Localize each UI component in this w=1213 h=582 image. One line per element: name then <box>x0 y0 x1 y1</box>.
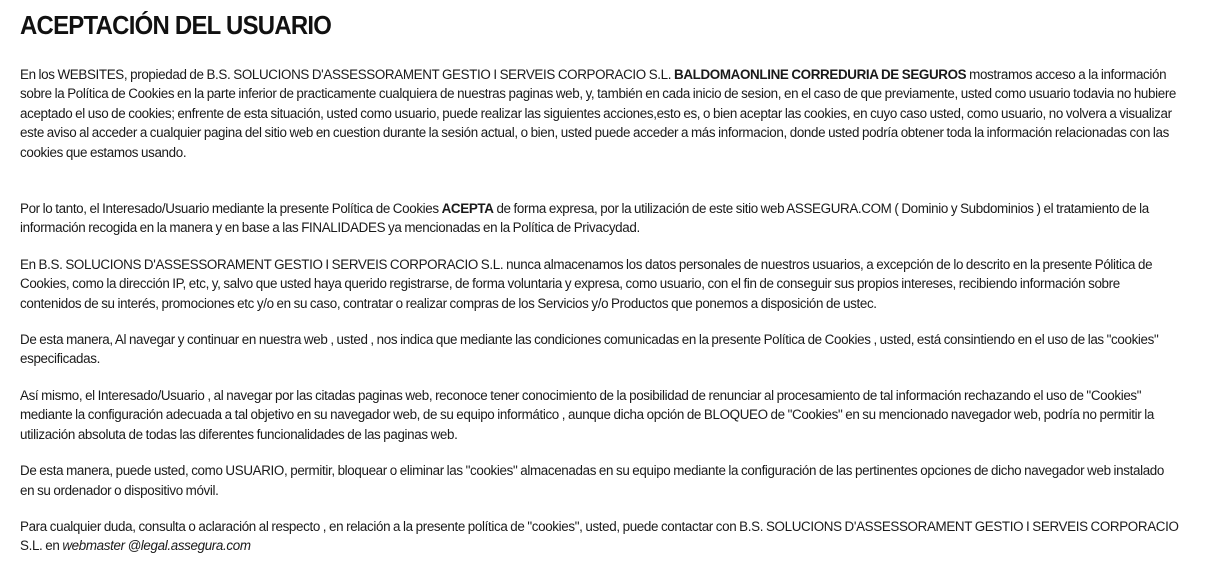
paragraph-contact <box>20 517 1180 556</box>
accept-keyword: ACEPTA <box>441 201 494 217</box>
paragraph-websites-cookie-notice <box>20 65 1180 162</box>
paragraph-text: mostramos acceso a la información sobre la Política de Cookies en la parte inferior de practicamente cualquiera de nuestras paginas web, y, también en cada inicio de sesion, en el caso de que previamente, usted como usuario todavia no hubiere aceptado el uso de cookies; enfrente de esta situación, usted como usuario, puede realizar las siguientes acciones,esto es, o bien aceptar las cookies, en cuyo caso usted, como usuario, no volvera a visualizar este aviso al acceder a cualquier pagina del sitio web en cuestion durante la sesión actual, o bien, usted puede acceder a más informacion, donde usted podría obtener toda la información relacionadas con las cookies que estamos usando. <box>20 67 1177 160</box>
paragraph-text: Para cualquier duda, consulta o aclaración al respecto , en relación a la presente política de "cookies", usted, puede contactar con B.S. SOLUCIONS D'ASSESSORAMENT GESTIO I SERVEIS CORPORACIO S.L. en <box>20 518 1179 554</box>
paragraph-personal-data: En B.S. SOLUCIONS D'ASSESSORAMENT GESTIO I SERVEIS CORPORACIO S.L. nunca almacenamos los datos personales de nuestros usuarios, a excepción de lo descrito en la presente Pólitica de Cookies, como la dirección IP, etc, y, salvo que usted haya querido registrarse, de forma voluntaria y expresa, como usuario, con el fin de conseguir sus propios intereses, recibiendo información sobre contenidos de su interés, promociones etc y/o en su caso, contratar o realizar compras de los Servicios y/o Productos que ponemos a disposición de ustec. <box>20 256 1153 311</box>
paragraph-text: Por lo tanto, el Interesado/Usuario mediante la presente Política de Cookies <box>20 201 442 217</box>
page-title: ACEPTACIÓN DEL USUARIO <box>20 10 332 40</box>
paragraph-text: En los WEBSITES, propiedad de B.S. SOLUCIONS D'ASSESSORAMENT GESTIO I SERVEIS CORPORACIO S.L. <box>20 67 674 82</box>
contact-email: webmaster @legal.assegura.com <box>62 538 251 554</box>
paragraph-consent: De esta manera, Al navegar y continuar en nuestra web , usted , nos indica que mediante las condiciones comunicadas en la presente Política de Cookies , usted, está consintiendo en el uso de las "cookies" especificadas. <box>20 332 1159 367</box>
paragraph-renounce-processing: Así mismo, el Interesado/Usuario , al navegar por las citadas paginas web, reconoce tener conocimiento de la posibilidad de renunciar al procesamiento de tal información rechazando el uso de "Cookies" mediante la configuración adecuada a tal objetivo en su navegador web, de su equipo informático , aunque dicha opción de BLOQUEO de "Cookies" en su mencionado navegador web, podría no permitir la utilización absoluta de todas las diferentes funcionalidades de las paginas web. <box>20 387 1154 442</box>
user-acceptance-document <box>20 10 1180 556</box>
paragraph-browser-settings: De esta manera, puede usted, como USUARIO, permitir, bloquear o eliminar las "cookies" almacenadas en su equipo mediante la configuración de las pertinentes opciones de dicho navegador web instalado en su ordenador o dispositivo móvil. <box>20 463 1164 498</box>
paragraph-text: de forma expresa, por la utilización de este sitio web ASSEGURA.COM ( Dominio y Subdominios ) el tratamiento de la información recogida en la manera y en base a las FINALIDADES ya mencionadas en la Política de Privacydad. <box>20 201 1149 236</box>
paragraph-acceptance <box>20 199 1180 238</box>
brand-name: BALDOMAONLINE CORREDURIA DE SEGUROS <box>674 67 970 82</box>
